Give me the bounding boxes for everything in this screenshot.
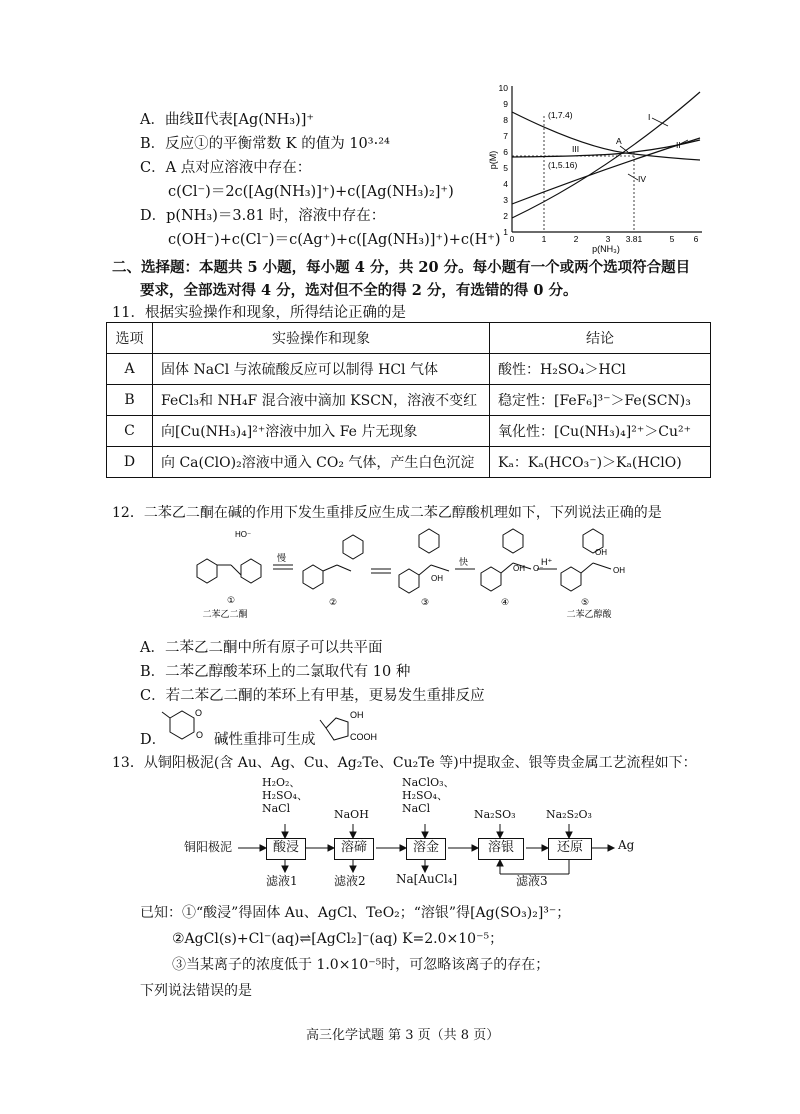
pm-pnh3-graph <box>488 82 710 254</box>
q13-known-2: ②AgCl(s)+Cl⁻(aq)⇌[AgCl₂]⁻(aq) K=2.0×10⁻⁵； <box>172 931 504 947</box>
point-label-a: A <box>616 136 622 146</box>
oh-label-4: OH <box>513 564 525 573</box>
mech-label-4: ④ <box>500 597 510 607</box>
row-a-label: A <box>107 354 153 385</box>
q10-option-d: D．p(NH₃)＝3.81 时，溶液中存在： <box>140 208 386 224</box>
curve-label-IV: IV <box>638 174 647 184</box>
row-a-conclusion: 酸性：H₂SO₄＞HCl <box>490 354 711 385</box>
flow-box-au-dissolve: 溶金 <box>406 838 446 860</box>
table-row <box>107 354 711 385</box>
y-tick-4: 4 <box>503 179 508 189</box>
row-c-operation: 向[Cu(NH₃)₄]²⁺溶液中加入 Fe 片无现象 <box>153 416 490 447</box>
q12-option-d-product <box>316 706 396 748</box>
y-tick-8: 8 <box>503 115 508 125</box>
row-a-operation: 固体 NaCl 与浓硫酸反应可以制得 HCl 气体 <box>153 354 490 385</box>
row-b-conclusion: 稳定性：[FeF₆]³⁻＞Fe(SCN)₃ <box>490 385 711 416</box>
curve-II <box>512 138 700 204</box>
row-c-conclusion: 氧化性：[Cu(NH₃)₄]²⁺＞Cu²⁺ <box>490 416 711 447</box>
page-footer: 高三化学试题 第 3 页（共 8 页） <box>306 1028 500 1043</box>
y-tick-10: 10 <box>498 83 508 93</box>
y-axis-label: p(M) <box>488 150 498 170</box>
q12-option-d-label: D． <box>140 732 167 748</box>
bottom-filtrate-1: 滤液1 <box>266 874 298 888</box>
mech-label-2: ② <box>328 597 338 607</box>
table-header-row <box>107 323 711 354</box>
flow-box-ag-dissolve: 溶银 <box>478 838 524 860</box>
mech-label-3: ③ <box>420 597 430 607</box>
section2-line2: 要求，全部选对得 4 分，选对但不全的得 2 分，有选错的得 0 分。 <box>140 282 578 299</box>
q12-option-a: A．二苯乙二酮中所有原子可以共平面 <box>140 640 383 656</box>
row-d-operation: 向 Ca(ClO)₂溶液中通入 CO₂ 气体，产生白色沉淀 <box>153 447 490 478</box>
x-tick-6: 6 <box>693 234 699 244</box>
x-axis-label: p(NH₃) <box>592 244 620 254</box>
point-label-1-5-16: (1,5.16) <box>548 160 578 170</box>
table-row <box>107 447 711 478</box>
bottom-filtrate-3: 滤液3 <box>516 874 548 888</box>
flow-input: 铜阳极泥 <box>184 840 233 854</box>
q12-option-c: C．若二苯乙二酮的苯环上有甲基，更易发生重排反应 <box>140 688 485 704</box>
flow-box-reduce: 还原 <box>548 838 592 860</box>
table-row <box>107 416 711 447</box>
q10-option-c: C．A 点对应溶液中存在： <box>140 160 312 176</box>
y-tick-6: 6 <box>503 147 508 157</box>
bottom-na-aucl4: Na[AuCl₄] <box>396 872 458 886</box>
curve-III <box>512 112 700 160</box>
q11-table <box>106 322 711 478</box>
q10-option-a: A．曲线Ⅱ代表[Ag(NH₃)]⁺ <box>140 112 315 128</box>
row-b-label: B <box>107 385 153 416</box>
q12-option-d-reactant <box>158 704 214 746</box>
q10-option-d-eq: c(OH⁻)+c(Cl⁻)＝c(Ag⁺)+c([Ag(NH₃)]⁺)+c(H⁺) <box>168 232 501 248</box>
table-row <box>107 385 711 416</box>
mech-name-reactant: 二苯乙二酮 <box>202 609 248 619</box>
q13-stem: 13．从铜阳极泥(含 Au、Ag、Cu、Ag₂Te、Cu₂Te 等)中提取金、银等贵金属工艺流程如下： <box>112 755 697 771</box>
flow-output: Ag <box>618 838 635 852</box>
curve-label-I: I <box>648 112 651 122</box>
q13-known-1: 已知：①“酸浸”得固体 Au、AgCl、TeO₂；“溶银”得[Ag(SO₃)₂]³⁻； <box>140 905 571 921</box>
q13-ask: 下列说法错误的是 <box>140 983 252 999</box>
arrow-label-hplus: H⁺ <box>541 557 553 567</box>
reagent-au-dissolve: NaClO₃、 H₂SO₄、 NaCl <box>402 776 455 815</box>
x-tick-1: 1 <box>541 234 547 244</box>
arrow-label-fast: 快 <box>459 557 469 567</box>
y-tick-3: 3 <box>503 195 508 205</box>
mech-label-1: ① <box>226 595 236 605</box>
y-tick-1: 1 <box>503 227 508 237</box>
option-d-cooh: COOH <box>350 732 377 742</box>
y-tick-7: 7 <box>503 131 508 141</box>
arrow-label-slow: 慢 <box>277 553 287 563</box>
oh-label-5: OH <box>595 548 607 557</box>
row-d-label: D <box>107 447 153 478</box>
curve-label-II: II <box>676 140 681 150</box>
q13-known-3: ③当某离子的浓度低于 1.0×10⁻⁵时，可忽略该离子的存在； <box>172 957 550 973</box>
q12-option-d-text: 碱性重排可生成 <box>214 732 316 748</box>
flow-box-te-dissolve: 溶碲 <box>334 838 374 860</box>
acid-oh-label-5: OH <box>613 566 625 575</box>
q11-stem: 11．根据实验操作和现象，所得结论正确的是 <box>112 305 406 321</box>
reagent-ag-dissolve: Na₂SO₃ <box>474 808 516 821</box>
section2-line1: 二、选择题：本题共 5 小题，每小题 4 分，共 20 分。每小题有一个或两个选项符合题目 <box>112 259 691 276</box>
option-d-oh: OH <box>350 710 364 720</box>
reagent-reduce: Na₂S₂O₃ <box>546 808 592 821</box>
y-tick-9: 9 <box>503 99 508 109</box>
q10-option-b: B．反应①的平衡常数 K 的值为 10³·²⁴ <box>140 136 390 152</box>
option-d-o1: O <box>195 708 203 718</box>
x-tick-2: 2 <box>573 234 579 244</box>
header-conclusion: 结论 <box>490 323 711 354</box>
row-b-operation: FeCl₃和 NH₄F 混合液中滴加 KSCN，溶液不变红 <box>153 385 490 416</box>
x-tick-5: 5 <box>669 234 675 244</box>
reagent-acid-leach: H₂O₂、 H₂SO₄、 NaCl <box>262 776 308 815</box>
o-minus-label-4: O⁻ <box>533 564 544 573</box>
q10-option-c-eq: c(Cl⁻)＝2c([Ag(NH₃)]⁺)+c([Ag(NH₃)₂]⁺) <box>168 184 454 200</box>
q12-stem: 12．二苯乙二酮在碱的作用下发生重排反应生成二苯乙醇酸机理如下，下列说法正确的是 <box>112 505 662 521</box>
mech-name-product: 二苯乙醇酸 <box>566 609 612 619</box>
curve-label-III: III <box>572 144 580 154</box>
bottom-filtrate-2: 滤液2 <box>334 874 366 888</box>
row-c-label: C <box>107 416 153 447</box>
curve-IV <box>512 140 700 157</box>
q12-option-b: B．二苯乙醇酸苯环上的二氯取代有 10 种 <box>140 664 411 680</box>
hydroxide-label: HO⁻ <box>235 530 252 539</box>
cooh-label-3: OH <box>431 574 443 583</box>
reagent-te-dissolve: NaOH <box>334 808 369 821</box>
x-tick-3: 3 <box>605 234 611 244</box>
mech-label-5: ⑤ <box>580 597 590 607</box>
y-tick-2: 2 <box>503 211 508 221</box>
header-operation: 实验操作和现象 <box>153 323 490 354</box>
row-d-conclusion: Kₐ：Kₐ(HCO₃⁻)＞Kₐ(HClO) <box>490 447 711 478</box>
flow-box-acid-leach: 酸浸 <box>266 838 306 860</box>
header-option: 选项 <box>107 323 153 354</box>
x-tick-3-81: 3.81 <box>625 234 643 244</box>
q12-mechanism <box>185 525 635 625</box>
option-d-o2: O <box>196 730 204 740</box>
point-label-1-7-4: (1,7.4) <box>548 110 573 120</box>
y-tick-5: 5 <box>503 163 508 173</box>
x-tick-0: 0 <box>509 234 515 244</box>
